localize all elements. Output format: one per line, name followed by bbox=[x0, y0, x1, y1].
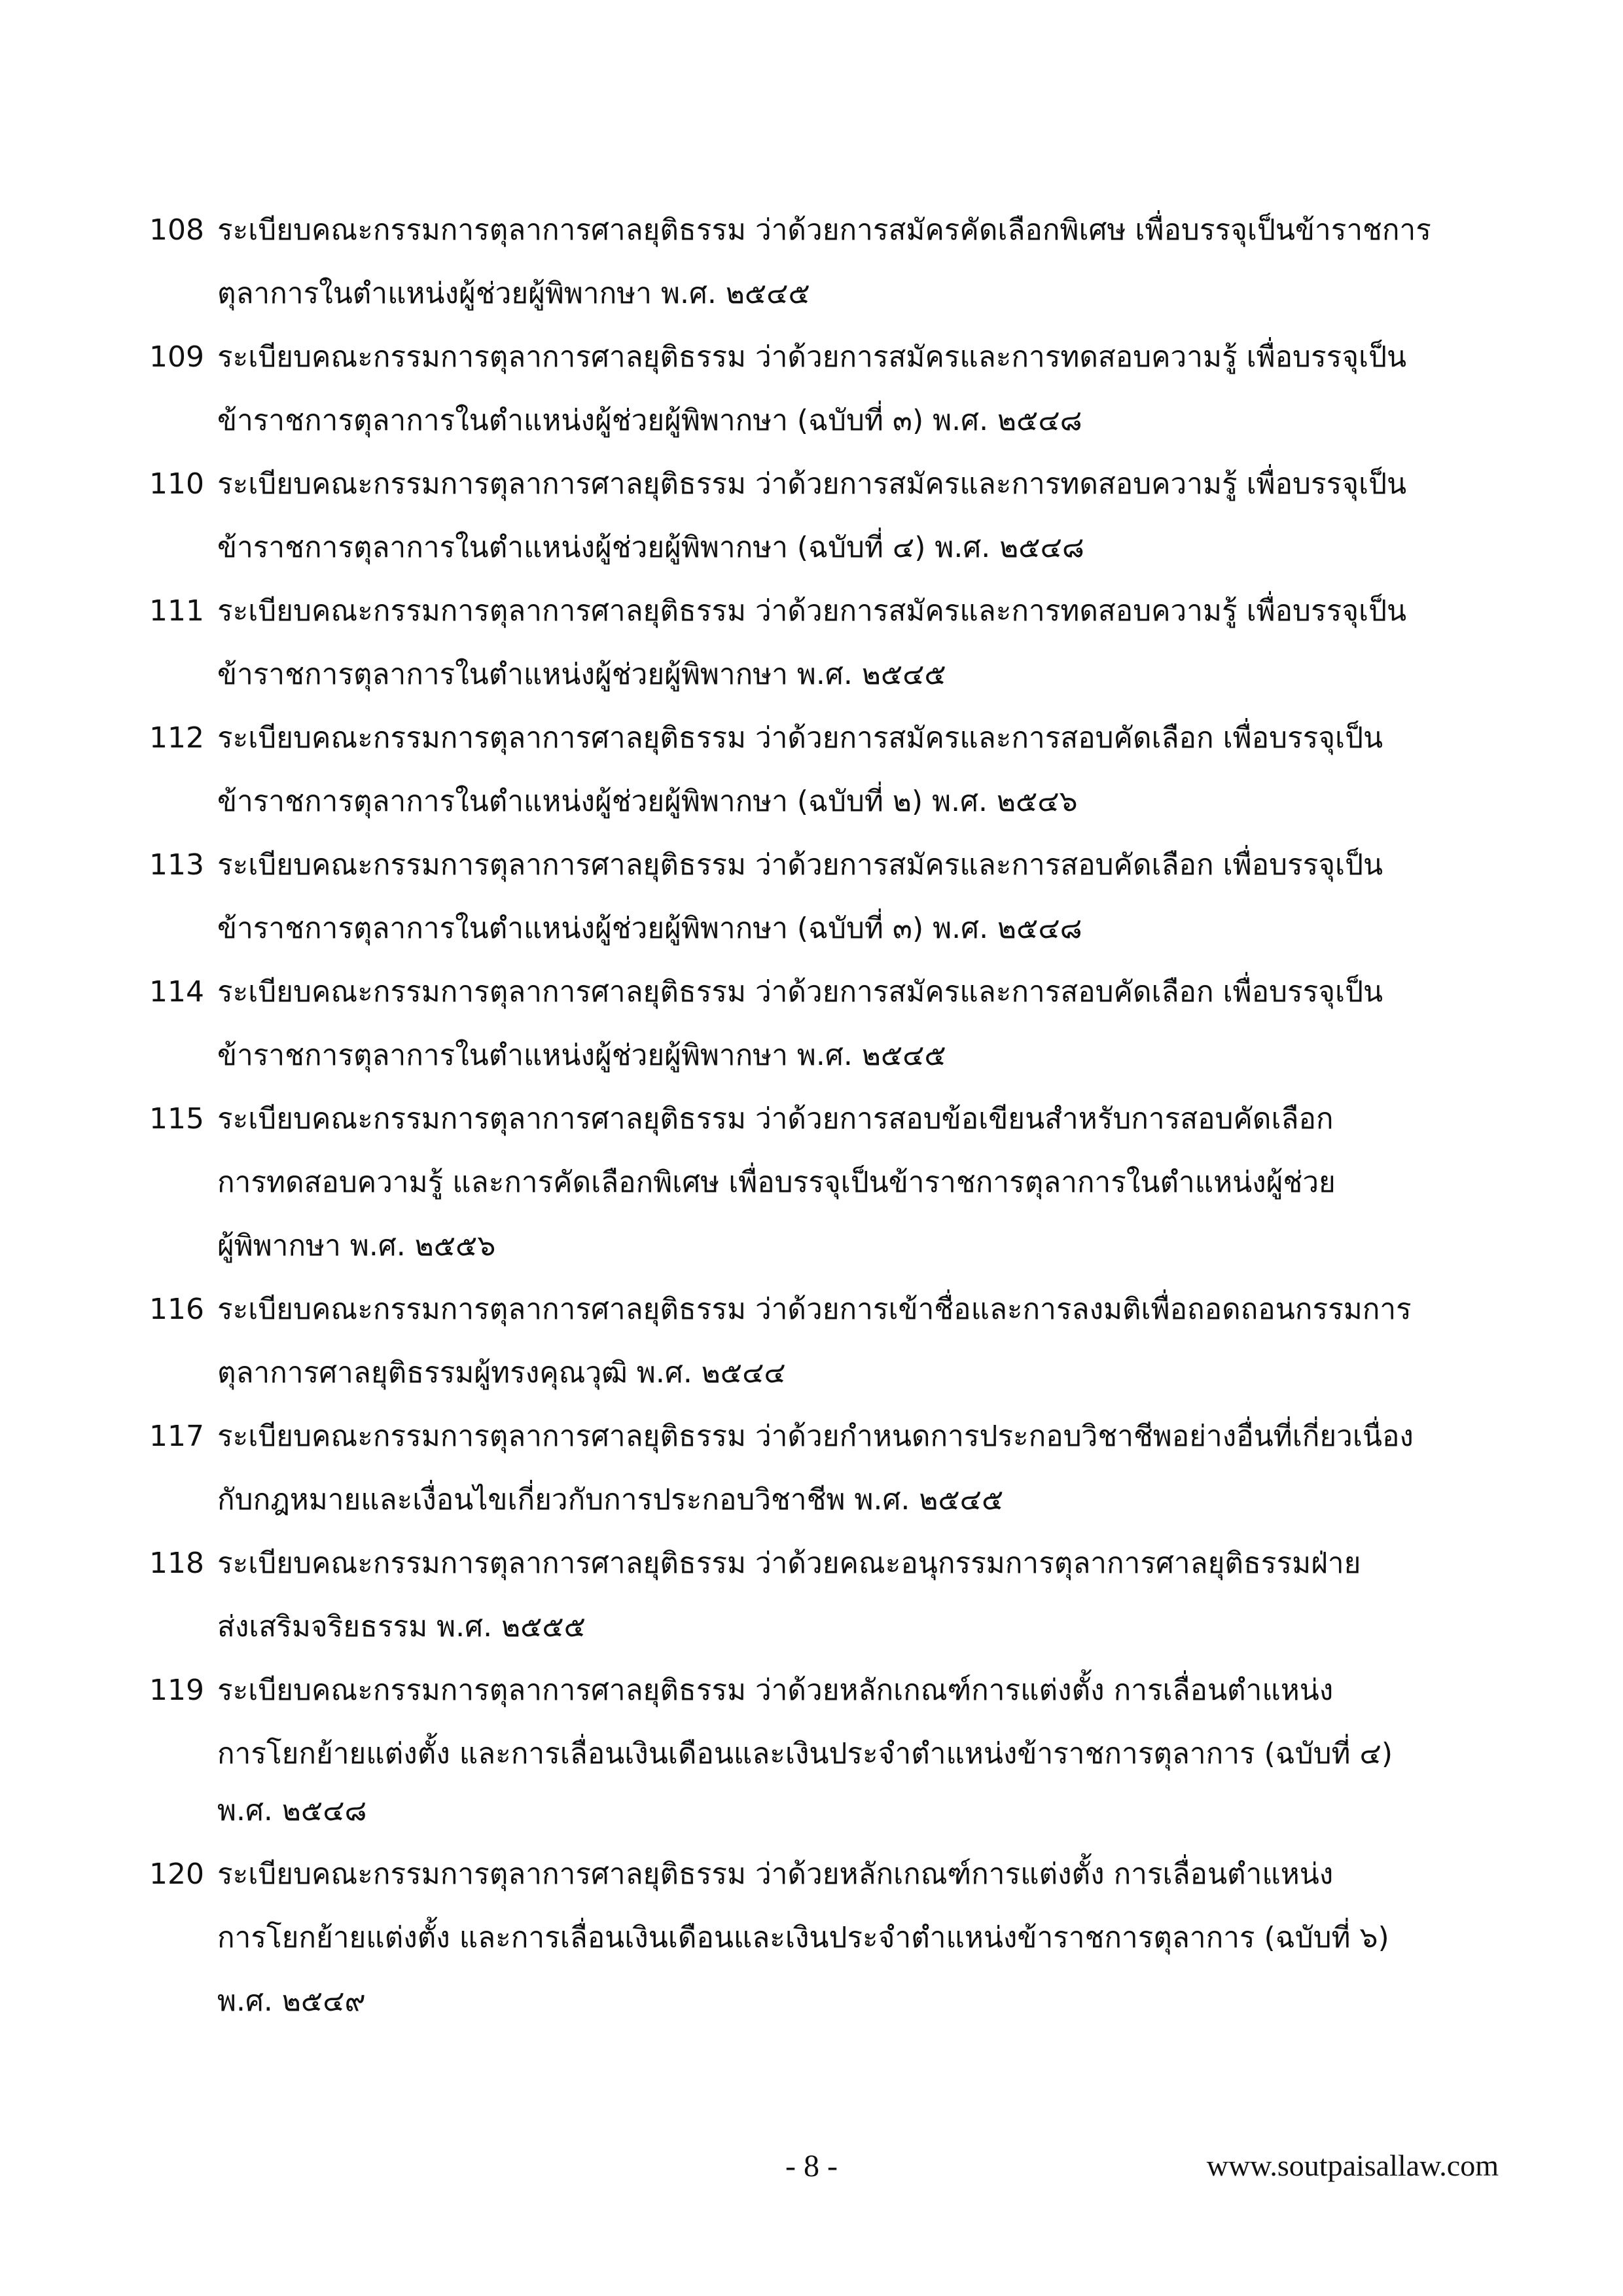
item-number: 110 bbox=[149, 467, 204, 501]
item-title-line: ระเบียบคณะกรรมการตุลาการศาลยุติธรรม ว่าด้วยคณะอนุกรรมการตุลาการศาลยุติธรรมฝ่าย bbox=[217, 1547, 1361, 1580]
item-number: 112 bbox=[149, 721, 204, 755]
item-title-line: ตุลาการในตำแหน่งผู้ช่วยผู้พิพากษา พ.ศ. ๒๕๔๕ bbox=[217, 277, 810, 310]
item-title bbox=[217, 579, 1510, 706]
item-title-line: พ.ศ. ๒๕๔๙ bbox=[217, 1984, 366, 2018]
list-item bbox=[149, 1278, 1510, 1405]
list-item bbox=[149, 579, 1510, 706]
item-title-line: การโยกย้ายแต่งตั้ง และการเลื่อนเงินเดือนและเงินประจำตำแหน่งข้าราชการตุลาการ (ฉบับที่ ๖) bbox=[217, 1921, 1389, 1954]
item-title-line: พ.ศ. ๒๕๔๘ bbox=[217, 1794, 367, 1827]
item-title-line: ข้าราชการตุลาการในตำแหน่งผู้ช่วยผู้พิพากษา (ฉบับที่ ๓) พ.ศ. ๒๕๔๘ bbox=[217, 404, 1082, 437]
item-title-line: ระเบียบคณะกรรมการตุลาการศาลยุติธรรม ว่าด้วยหลักเกณฑ์การแต่งตั้ง การเลื่อนตำแหน่ง bbox=[217, 1857, 1334, 1891]
website-url: www.soutpaisallaw.com bbox=[1206, 2149, 1499, 2182]
item-number: 108 bbox=[149, 213, 204, 247]
item-number: 113 bbox=[149, 848, 204, 882]
item-title-line: ระเบียบคณะกรรมการตุลาการศาลยุติธรรม ว่าด้วยการสมัครและการสอบคัดเลือก เพื่อบรรจุเป็น bbox=[217, 721, 1383, 755]
list-item bbox=[149, 960, 1510, 1087]
item-title-line: ระเบียบคณะกรรมการตุลาการศาลยุติธรรม ว่าด้วยการสมัครและการทดสอบความรู้ เพื่อบรรจุเป็น bbox=[217, 594, 1407, 628]
item-title-line: กับกฎหมายและเงื่อนไขเกี่ยวกับการประกอบวิชาชีพ พ.ศ. ๒๕๔๕ bbox=[217, 1483, 1004, 1516]
item-title bbox=[217, 1659, 1510, 1842]
item-number: 119 bbox=[149, 1674, 204, 1707]
list-item bbox=[149, 325, 1510, 452]
item-title bbox=[217, 1087, 1510, 1278]
item-title-line: ข้าราชการตุลาการในตำแหน่งผู้ช่วยผู้พิพากษา (ฉบับที่ ๔) พ.ศ. ๒๕๔๘ bbox=[217, 531, 1084, 564]
item-title-line: ระเบียบคณะกรรมการตุลาการศาลยุติธรรม ว่าด้วยการสมัครและการสอบคัดเลือก เพื่อบรรจุเป็น bbox=[217, 848, 1383, 882]
item-title-line: การโยกย้ายแต่งตั้ง และการเลื่อนเงินเดือนและเงินประจำตำแหน่งข้าราชการตุลาการ (ฉบับที่ ๔) bbox=[217, 1737, 1393, 1770]
item-title-line: ระเบียบคณะกรรมการตุลาการศาลยุติธรรม ว่าด้วยหลักเกณฑ์การแต่งตั้ง การเลื่อนตำแหน่ง bbox=[217, 1674, 1334, 1707]
item-number: 118 bbox=[149, 1547, 204, 1580]
list-item bbox=[149, 1087, 1510, 1278]
item-title bbox=[217, 960, 1510, 1087]
regulation-list bbox=[149, 198, 1510, 2033]
item-title-line: ข้าราชการตุลาการในตำแหน่งผู้ช่วยผู้พิพากษา พ.ศ. ๒๕๔๕ bbox=[217, 1039, 946, 1072]
item-title-line: ระเบียบคณะกรรมการตุลาการศาลยุติธรรม ว่าด้วยการสมัครและการสอบคัดเลือก เพื่อบรรจุเป็น bbox=[217, 975, 1383, 1009]
item-title-line: ข้าราชการตุลาการในตำแหน่งผู้ช่วยผู้พิพากษา (ฉบับที่ ๒) พ.ศ. ๒๕๔๖ bbox=[217, 785, 1078, 818]
item-number: 114 bbox=[149, 975, 204, 1009]
list-item bbox=[149, 1532, 1510, 1659]
list-item bbox=[149, 1405, 1510, 1532]
item-title bbox=[217, 1532, 1510, 1659]
item-number: 111 bbox=[149, 594, 204, 628]
item-number: 109 bbox=[149, 340, 204, 374]
item-title-line: ข้าราชการตุลาการในตำแหน่งผู้ช่วยผู้พิพากษา (ฉบับที่ ๓) พ.ศ. ๒๕๔๘ bbox=[217, 912, 1082, 945]
item-title bbox=[217, 1842, 1510, 2033]
list-item bbox=[149, 706, 1510, 833]
item-title bbox=[217, 198, 1510, 325]
item-title-line: การทดสอบความรู้ และการคัดเลือกพิเศษ เพื่อบรรจุเป็นข้าราชการตุลาการในตำแหน่งผู้ช่วย bbox=[217, 1166, 1336, 1199]
item-title bbox=[217, 833, 1510, 960]
item-title bbox=[217, 1278, 1510, 1405]
item-title-line: ระเบียบคณะกรรมการตุลาการศาลยุติธรรม ว่าด้วยการสมัครและการทดสอบความรู้ เพื่อบรรจุเป็น bbox=[217, 340, 1407, 374]
item-title bbox=[217, 452, 1510, 579]
item-title-line: ระเบียบคณะกรรมการตุลาการศาลยุติธรรม ว่าด้วยการสมัครคัดเลือกพิเศษ เพื่อบรรจุเป็นข้าราชการ bbox=[217, 213, 1431, 247]
list-item bbox=[149, 833, 1510, 960]
list-item bbox=[149, 198, 1510, 325]
item-number: 120 bbox=[149, 1857, 204, 1891]
page-number: - 8 - bbox=[785, 2149, 838, 2183]
item-title bbox=[217, 706, 1510, 833]
item-title-line: ระเบียบคณะกรรมการตุลาการศาลยุติธรรม ว่าด้วยกำหนดการประกอบวิชาชีพอย่างอื่นที่เกี่ยวเนื่อง bbox=[217, 1420, 1414, 1453]
item-title-line: ข้าราชการตุลาการในตำแหน่งผู้ช่วยผู้พิพากษา พ.ศ. ๒๕๔๕ bbox=[217, 658, 946, 691]
list-item bbox=[149, 1659, 1510, 1842]
item-title-line: ตุลาการศาลยุติธรรมผู้ทรงคุณวุฒิ พ.ศ. ๒๕๔๔ bbox=[217, 1356, 786, 1390]
item-title-line: ระเบียบคณะกรรมการตุลาการศาลยุติธรรม ว่าด้วยการสมัครและการทดสอบความรู้ เพื่อบรรจุเป็น bbox=[217, 467, 1407, 501]
item-number: 117 bbox=[149, 1420, 204, 1453]
item-title-line: ระเบียบคณะกรรมการตุลาการศาลยุติธรรม ว่าด้วยการสอบข้อเขียนสำหรับการสอบคัดเลือก bbox=[217, 1102, 1334, 1136]
item-number: 116 bbox=[149, 1293, 204, 1326]
item-title-line: ผู้พิพากษา พ.ศ. ๒๕๕๖ bbox=[217, 1229, 496, 1263]
list-item bbox=[149, 452, 1510, 579]
item-number: 115 bbox=[149, 1102, 204, 1136]
item-title-line: ส่งเสริมจริยธรรม พ.ศ. ๒๕๕๕ bbox=[217, 1610, 586, 1643]
list-item bbox=[149, 1842, 1510, 2033]
item-title-line: ระเบียบคณะกรรมการตุลาการศาลยุติธรรม ว่าด้วยการเข้าชื่อและการลงมติเพื่อถอดถอนกรรมการ bbox=[217, 1293, 1412, 1326]
item-title bbox=[217, 1405, 1510, 1532]
item-title bbox=[217, 325, 1510, 452]
